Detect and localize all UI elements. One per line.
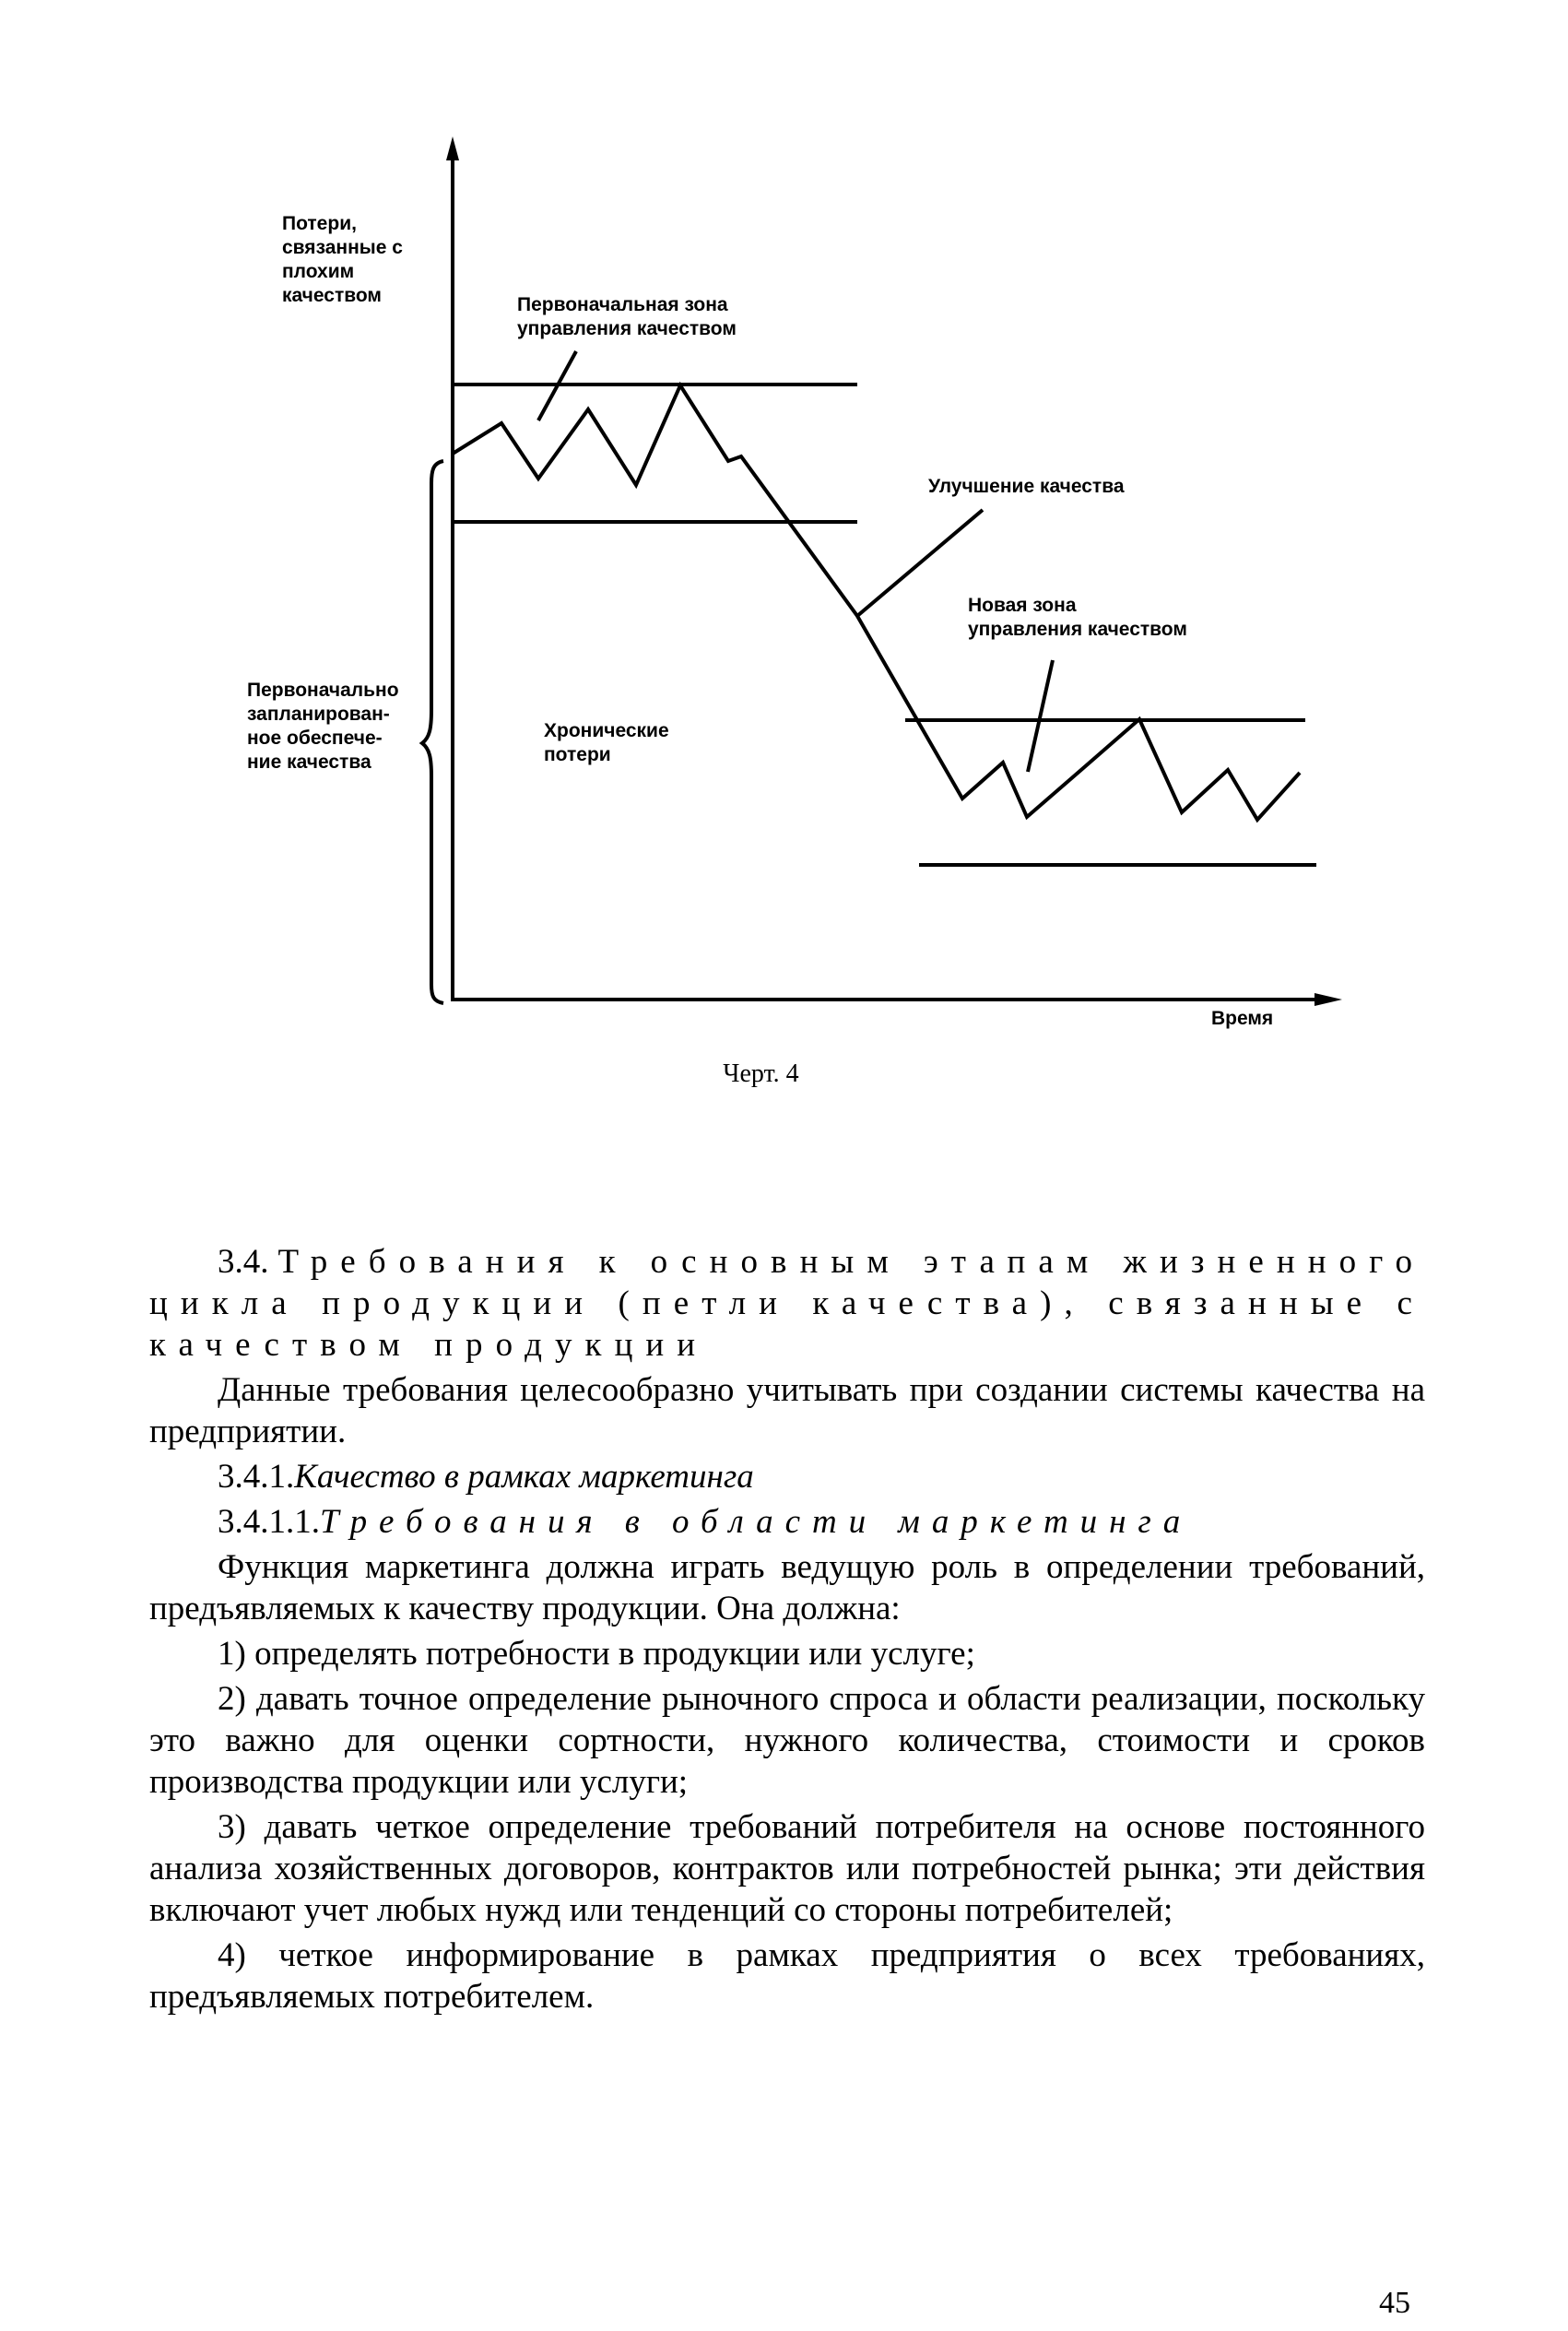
list-item: 4) четкое информирование в рамках предприятия о всех требованиях, предъявляемых потребителем. (149, 1936, 1425, 2016)
improvement-label: Улучшение качества (928, 476, 1125, 497)
diagram-graphic (0, 0, 1568, 1134)
body-text (149, 1241, 1425, 2021)
figure-caption: Черт. 4 (723, 1059, 799, 1088)
planned-quality-bracket (422, 461, 443, 1003)
subsubsection-heading: 3.4.1.1.Требования в области маркетинга (218, 1503, 1193, 1541)
x-axis-arrow (1315, 993, 1342, 1006)
x-axis-label: Время (1211, 1008, 1274, 1029)
list-item: 1) определять потребности в продукции или услуге; (218, 1635, 975, 1673)
new-zone-leader (1028, 660, 1053, 772)
planned-quality-label: Первоначально запланирован- ное обеспече- ние качества (247, 680, 399, 773)
quality-diagram (0, 0, 1568, 1134)
y-axis-label: Потери, связанные с плохим качеством (282, 213, 403, 306)
page-number: 45 (1379, 2286, 1410, 2320)
new-zone-label: Новая зона управления качеством (968, 595, 1187, 640)
list-item: 2) давать точное определение рыночного спроса и области реализации, поскольку это важно для оценки сортности, нужного количества, стоимости и сроков производства продукции или услуги; (149, 1680, 1425, 1801)
chronic-losses-label: Хронические потери (544, 720, 669, 765)
list-item: 3) давать четкое определение требований потребителя на основе постоянного анализа хозяйственных договоров, контрактов или потребностей рынка; эти действия включают учет любых нужд или тенденций со стороны потребителей; (149, 1808, 1425, 1929)
section-heading: 3.4. Требования к основным этапам жизненного цикла продукции (петли качества), связанные с качеством продукции (149, 1243, 1425, 1364)
subsection-heading: 3.4.1.Качество в рамках маркетинга (218, 1458, 754, 1496)
initial-zone-label: Первоначальная зона управления качеством (517, 294, 737, 339)
paragraph-marketing: Функция маркетинга должна играть ведущую роль в определении требований, предъявляемых к качеству продукции. Она должна: (149, 1548, 1425, 1627)
paragraph-intro: Данные требования целесообразно учитывать при создании системы качества на предприятии. (149, 1371, 1425, 1450)
y-axis-arrow (446, 136, 459, 160)
improvement-leader (857, 510, 983, 616)
